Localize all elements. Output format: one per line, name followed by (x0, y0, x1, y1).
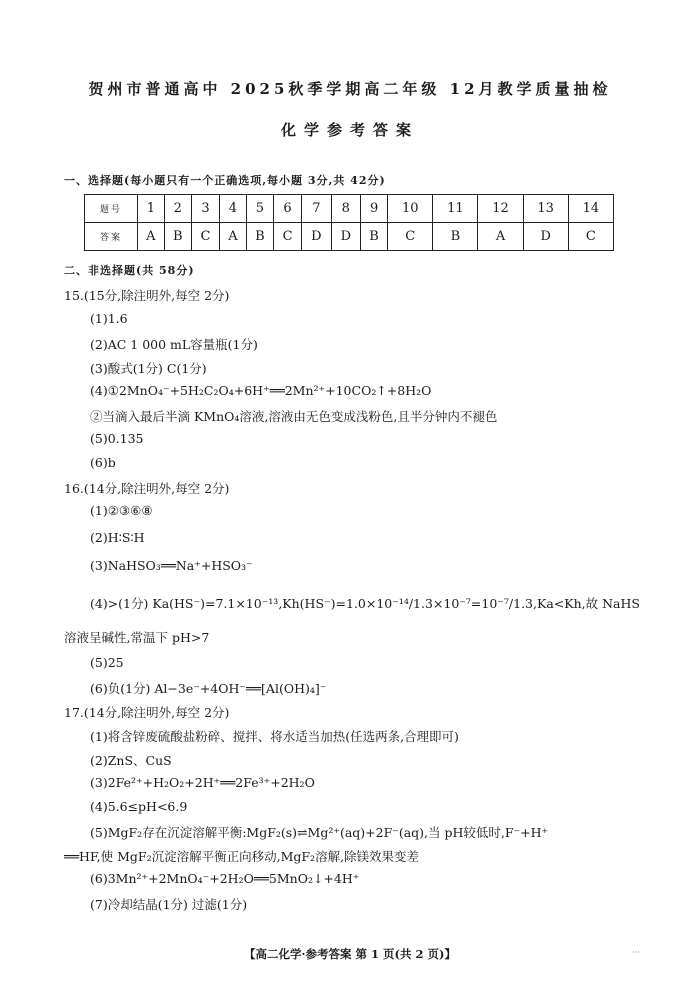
answer-table (84, 194, 614, 251)
answer-line: (4)①2MnO₄⁻+5H₂C₂O₄+6H⁺══2Mn²⁺+10CO₂↑+8H₂O (90, 383, 432, 398)
question-number: 13 (523, 195, 568, 223)
answer-line: (2)AC 1 000 mL容量瓶(1分) (90, 337, 258, 352)
question-number: 3 (191, 195, 219, 223)
answer-cell: A (220, 223, 247, 251)
answer-line: (5)MgF₂存在沉淀溶解平衡:MgF₂(s)⇌Mg²⁺(aq)+2F⁻(aq),当 pH较低时,F⁻+H⁺ (90, 825, 549, 840)
table-row-numbers (85, 195, 614, 223)
answer-line: (2)H∶S∶H (90, 530, 145, 545)
answer-line: (4)>(1分) Ka(HS⁻)=7.1×10⁻¹³,Kh(HS⁻)=1.0×10⁻¹⁴/1.3×10⁻⁷=10⁻⁷/1.3,Ka<Kh,故 NaHS (90, 596, 640, 611)
page-title: 贺州市普通高中 2025秋季学期高二年级 12月教学质量抽检 (88, 80, 612, 98)
corner-mark: ··· (632, 948, 640, 957)
page-subtitle: 化学参考答案 (280, 121, 419, 139)
question-number: 1 (138, 195, 165, 223)
question-number: 6 (273, 195, 301, 223)
answer-line: (4)5.6≤pH<6.9 (90, 799, 188, 814)
answer-cell: B (361, 223, 388, 251)
answer-cell: C (568, 223, 613, 251)
answer-line: ②当滴入最后半滴 KMnO₄溶液,溶液由无色变成浅粉色,且半分钟内不褪色 (90, 409, 498, 424)
question-number: 8 (331, 195, 360, 223)
answer-line: (5)25 (90, 655, 124, 670)
question-number: 11 (433, 195, 478, 223)
question-15-heading: 15.(15分,除注明外,每空 2分) (64, 288, 230, 303)
section1-heading: 一、选择题(每小题只有一个正确选项,每小题 3分,共 42分) (64, 174, 386, 187)
question-17-heading: 17.(14分,除注明外,每空 2分) (64, 705, 230, 720)
answer-cell: B (433, 223, 478, 251)
answer-cell: B (164, 223, 191, 251)
answer-line: (6)b (90, 455, 116, 470)
answer-cell: D (331, 223, 360, 251)
answer-cell: A (138, 223, 165, 251)
table-row-answers (85, 223, 614, 251)
answer-line: (1)将含锌废硫酸盐粉碎、搅拌、将水适当加热(任选两条,合理即可) (90, 729, 459, 744)
question-number: 5 (246, 195, 273, 223)
answer-line: (1)1.6 (90, 311, 128, 326)
question-number: 10 (388, 195, 433, 223)
answer-cell: D (302, 223, 331, 251)
answer-line: (3)2Fe²⁺+H₂O₂+2H⁺══2Fe³⁺+2H₂O (90, 775, 315, 790)
answer-line: (6)3Mn²⁺+2MnO₄⁻+2H₂O══5MnO₂↓+4H⁺ (90, 871, 360, 886)
answer-line: (2)ZnS、CuS (90, 753, 172, 768)
answer-line: (3)酸式(1分) C(1分) (90, 361, 207, 376)
answer-line: ══HF,使 MgF₂沉淀溶解平衡正向移动,MgF₂溶解,除镁效果变差 (64, 849, 420, 864)
answer-cell: C (191, 223, 219, 251)
question-number: 2 (164, 195, 191, 223)
question-number: 7 (302, 195, 331, 223)
question-number: 9 (361, 195, 388, 223)
answer-line: 溶液呈碱性,常温下 pH>7 (64, 630, 210, 645)
row-label-answer: 答案 (85, 223, 138, 251)
answer-line: (3)NaHSO₃══Na⁺+HSO₃⁻ (90, 558, 253, 573)
answer-cell: D (523, 223, 568, 251)
answer-line: (1)②③⑥⑧ (90, 503, 153, 518)
answer-cell: B (246, 223, 273, 251)
answer-line: (6)负(1分) Al−3e⁻+4OH⁻══[Al(OH)₄]⁻ (90, 681, 327, 696)
question-16-heading: 16.(14分,除注明外,每空 2分) (64, 481, 230, 496)
page-footer: 【高二化学·参考答案 第 1 页(共 2 页)】 (244, 947, 456, 961)
answer-cell: C (388, 223, 433, 251)
section2-heading: 二、非选择题(共 58分) (64, 264, 195, 277)
question-number: 12 (478, 195, 523, 223)
question-number: 14 (568, 195, 613, 223)
answer-line: (7)冷却结晶(1分) 过滤(1分) (90, 897, 248, 912)
answer-cell: A (478, 223, 523, 251)
answer-cell: C (273, 223, 301, 251)
answer-line: (5)0.135 (90, 431, 144, 446)
question-number: 4 (220, 195, 247, 223)
row-label-number: 题号 (85, 195, 138, 223)
